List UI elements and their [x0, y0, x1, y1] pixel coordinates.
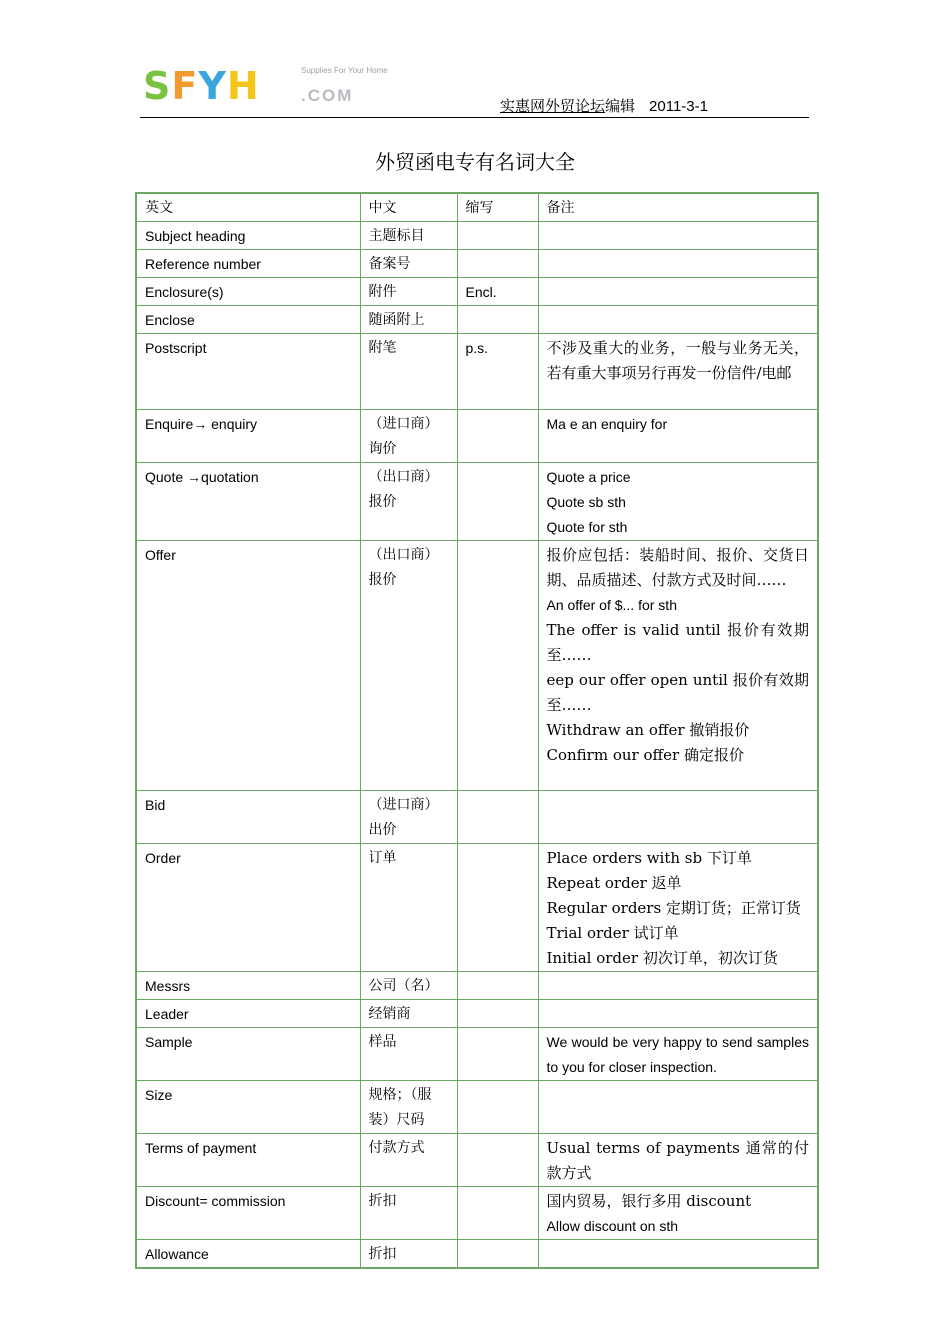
- term-english: Allowance: [136, 1240, 360, 1269]
- term-english: Offer: [136, 541, 360, 791]
- terms-table: [135, 192, 819, 1269]
- term-notes: [538, 222, 818, 250]
- sfyh-logo: [143, 62, 388, 112]
- term-english: Sample: [136, 1028, 360, 1081]
- note-line: Usual terms of payments 通常的付款方式: [546, 1139, 809, 1182]
- term-english: Discount= commission: [136, 1187, 360, 1240]
- term-english: Order: [136, 844, 360, 972]
- term-notes: [538, 791, 818, 844]
- header-english: 英文: [136, 193, 360, 222]
- table-row: [136, 334, 818, 410]
- table-row: [136, 541, 818, 791]
- header-abbreviation: 缩写: [457, 193, 538, 222]
- term-chinese: 付款方式: [360, 1134, 457, 1187]
- term-chinese: 折扣: [360, 1240, 457, 1269]
- note-line: Quote a price: [546, 469, 631, 485]
- term-chinese: 经销商: [360, 1000, 457, 1028]
- term-english: Enclose: [136, 306, 360, 334]
- term-chinese: （出口商）报价: [360, 463, 457, 541]
- header-chinese: 中文: [360, 193, 457, 222]
- table-row: [136, 278, 818, 306]
- term-chinese: 附件: [360, 278, 457, 306]
- note-line: Ma e an enquiry for: [546, 416, 668, 432]
- term-abbreviation: [457, 1028, 538, 1081]
- term-notes: [538, 1081, 818, 1134]
- note-line: An offer of $... for sth: [546, 597, 677, 613]
- term-chinese: 备案号: [360, 250, 457, 278]
- note-line: Repeat order 返单: [546, 874, 682, 892]
- term-chinese: 折扣: [360, 1187, 457, 1240]
- note-line: Trial order 试订单: [546, 924, 679, 942]
- term-abbreviation: [457, 791, 538, 844]
- note-line: Withdraw an offer 撤销报价: [546, 721, 750, 739]
- term-abbreviation: [457, 1240, 538, 1269]
- table-header-row: [136, 193, 818, 222]
- header-notes: 备注: [538, 193, 818, 222]
- term-chinese: （进口商）询价: [360, 410, 457, 463]
- term-english: Bid: [136, 791, 360, 844]
- term-english: Subject heading: [136, 222, 360, 250]
- term-notes: [538, 463, 818, 541]
- note-line: 报价应包括：装船时间、报价、交货日期、品质描述、付款方式及时间……: [546, 546, 809, 589]
- term-abbreviation: [457, 1081, 538, 1134]
- term-notes: [538, 844, 818, 972]
- term-notes: [538, 972, 818, 1000]
- term-abbreviation: [457, 1134, 538, 1187]
- note-line: 国内贸易，银行多用 discount: [546, 1192, 752, 1210]
- term-abbreviation: [457, 1187, 538, 1240]
- table-row: [136, 410, 818, 463]
- table-row: [136, 1240, 818, 1269]
- term-chinese: （出口商）报价: [360, 541, 457, 791]
- term-english: Size: [136, 1081, 360, 1134]
- table-row: [136, 844, 818, 972]
- table-row: [136, 1028, 818, 1081]
- term-notes: [538, 334, 818, 410]
- term-english: Postscript: [136, 334, 360, 410]
- note-line: Allow discount on sth: [546, 1218, 679, 1234]
- logo-domain: .COM: [301, 86, 354, 105]
- term-notes: [538, 278, 818, 306]
- term-notes: [538, 306, 818, 334]
- note-line: Initial order 初次订单，初次订货: [546, 949, 778, 967]
- table-row: [136, 1187, 818, 1240]
- term-chinese: 附笔: [360, 334, 457, 410]
- table-row: [136, 222, 818, 250]
- term-english: Terms of payment: [136, 1134, 360, 1187]
- term-abbreviation: [457, 541, 538, 791]
- term-abbreviation: [457, 844, 538, 972]
- table-row: [136, 463, 818, 541]
- note-line: eep our offer open until 报价有效期至……: [546, 671, 809, 714]
- term-abbreviation: p.s.: [457, 334, 538, 410]
- term-english: Enclosure(s): [136, 278, 360, 306]
- term-notes: [538, 541, 818, 791]
- logo-wordmark: SFYH: [143, 64, 260, 108]
- header-date: 2011-3-1: [649, 98, 708, 115]
- term-english: Leader: [136, 1000, 360, 1028]
- note-line: Place orders with sb 下订单: [546, 849, 752, 867]
- term-notes: [538, 410, 818, 463]
- editor-suffix: 编辑: [605, 97, 636, 115]
- term-chinese: 订单: [360, 844, 457, 972]
- editor-credit: [500, 95, 708, 116]
- term-notes: [538, 1134, 818, 1187]
- logo-tagline: Supplies For Your Home: [301, 66, 388, 75]
- term-chinese: （进口商）出价: [360, 791, 457, 844]
- term-notes: [538, 1187, 818, 1240]
- header-rule: [140, 117, 809, 118]
- note-line: Quote for sth: [546, 519, 628, 535]
- note-line: 不涉及重大的业务，一般与业务无关，若有重大事项另行再发一份信件/电邮: [546, 339, 809, 382]
- term-notes: [538, 1240, 818, 1269]
- term-chinese: 公司（名）: [360, 972, 457, 1000]
- note-line: Regular orders 定期订货；正常订货: [546, 899, 801, 917]
- term-chinese: 样品: [360, 1028, 457, 1081]
- term-english: Quote →quotation: [136, 463, 360, 541]
- table-row: [136, 250, 818, 278]
- note-line: The offer is valid until 报价有效期至……: [546, 621, 809, 664]
- term-abbreviation: [457, 1000, 538, 1028]
- table-row: [136, 1134, 818, 1187]
- term-chinese: 主题标目: [360, 222, 457, 250]
- term-abbreviation: Encl.: [457, 278, 538, 306]
- term-chinese: 规格；（服装）尺码: [360, 1081, 457, 1134]
- term-english: Reference number: [136, 250, 360, 278]
- term-abbreviation: [457, 306, 538, 334]
- table-row: [136, 306, 818, 334]
- term-abbreviation: [457, 410, 538, 463]
- term-chinese: 随函附上: [360, 306, 457, 334]
- term-notes: [538, 250, 818, 278]
- table-row: [136, 1081, 818, 1134]
- note-line: Quote sb sth: [546, 494, 626, 510]
- table-row: [136, 1000, 818, 1028]
- note-line: Confirm our offer 确定报价: [546, 746, 744, 764]
- term-abbreviation: [457, 250, 538, 278]
- table-row: [136, 972, 818, 1000]
- term-abbreviation: [457, 222, 538, 250]
- term-abbreviation: [457, 972, 538, 1000]
- term-notes: [538, 1028, 818, 1081]
- term-abbreviation: [457, 463, 538, 541]
- term-notes: [538, 1000, 818, 1028]
- document-title: 外贸函电专有名词大全: [375, 150, 575, 174]
- term-english: Enquire→ enquiry: [136, 410, 360, 463]
- note-line: We would be very happy to send samples to you for closer inspection.: [546, 1034, 809, 1075]
- table-row: [136, 791, 818, 844]
- term-english: Messrs: [136, 972, 360, 1000]
- editor-link[interactable]: 实惠网外贸论坛: [500, 97, 606, 115]
